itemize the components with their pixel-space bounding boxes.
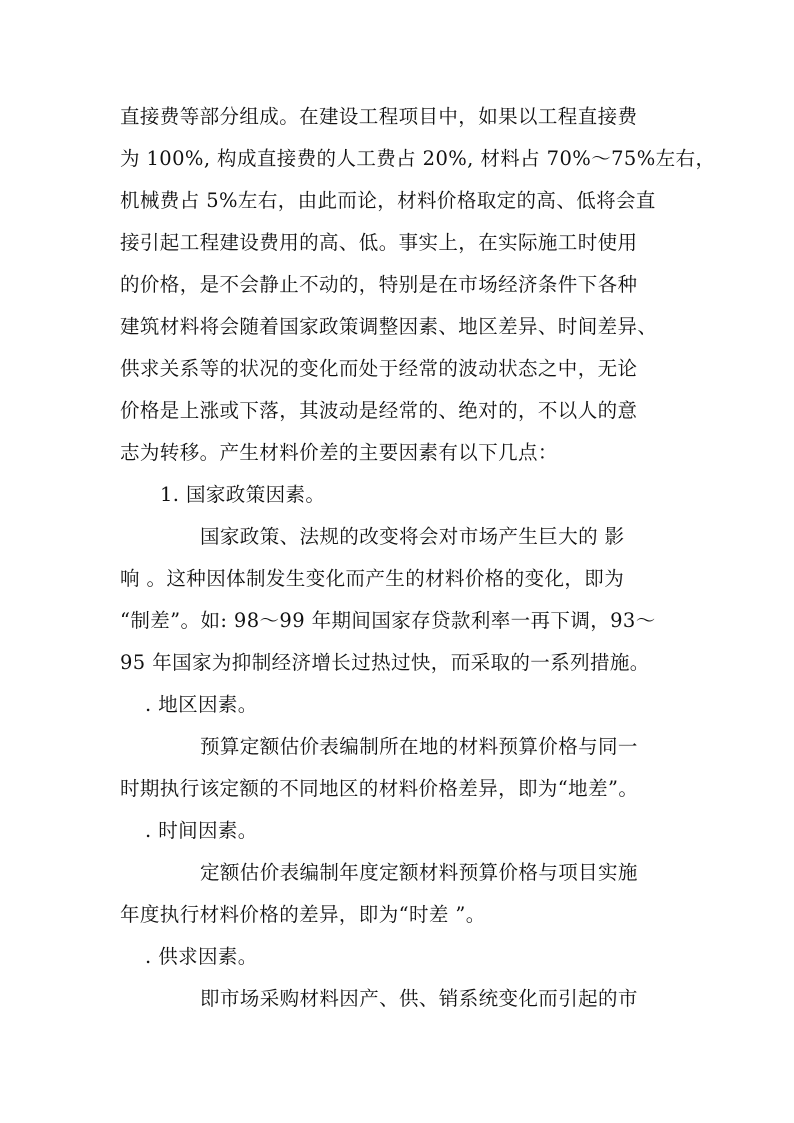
paragraph-line: 建筑材料将会随着国家政策调整因素、地区差异、时间差异、 [120, 315, 658, 338]
paragraph-line: 国家政策、法规的改变将会对市场产生巨大的 影 [200, 525, 625, 548]
section-heading: . 供求因素。 [145, 945, 258, 968]
paragraph-line: 时期执行该定额的不同地区的材料价格差异，即为“地差”。 [120, 777, 639, 800]
paragraph-line: 即市场采购材料因产、供、销系统变化而引起的市 [200, 987, 638, 1010]
paragraph-line: 年度执行材料价格的差异，即为“时差 ”。 [120, 903, 486, 926]
paragraph-line: 直接费等部分组成。在建设工程项目中，如果以工程直接费 [120, 105, 638, 128]
section-heading: . 时间因素。 [145, 819, 258, 842]
paragraph-line: 的价格，是不会静止不动的，特别是在市场经济条件下各种 [120, 273, 638, 296]
paragraph-line: 95 年国家为抑制经济增长过热过快，而采取的一系列措施。 [120, 651, 650, 674]
paragraph-line: 预算定额估价表编制所在地的材料预算价格与同一 [200, 735, 638, 758]
paragraph-line: 接引起工程建设费用的高、低。事实上，在实际施工时使用 [120, 231, 638, 254]
section-heading: 1. 国家政策因素。 [160, 483, 326, 506]
paragraph-line: 定额估价表编制年度定额材料预算价格与项目实施 [200, 861, 638, 884]
paragraph-line: 为 100%, 构成直接费的人工费占 20%, 材料占 70%～75%左右， [120, 147, 716, 170]
paragraph-line: “制差”。如: 98～99 年期间国家存贷款利率一再下调，93～ [120, 609, 656, 632]
paragraph-line: 响 。这种因体制发生变化而产生的材料价格的变化，即为 [120, 567, 625, 590]
section-heading: . 地区因素。 [145, 693, 258, 716]
paragraph-line: 价格是上涨或下落，其波动是经常的、绝对的，不以人的意 [120, 399, 638, 422]
paragraph-line: 机械费占 5%左右，由此而论，材料价格取定的高、低将会直 [120, 189, 656, 212]
paragraph-line: 志为转移。产生材料价差的主要因素有以下几点： [120, 441, 558, 464]
paragraph-line: 供求关系等的状况的变化而处于经常的波动状态之中，无论 [120, 357, 638, 380]
